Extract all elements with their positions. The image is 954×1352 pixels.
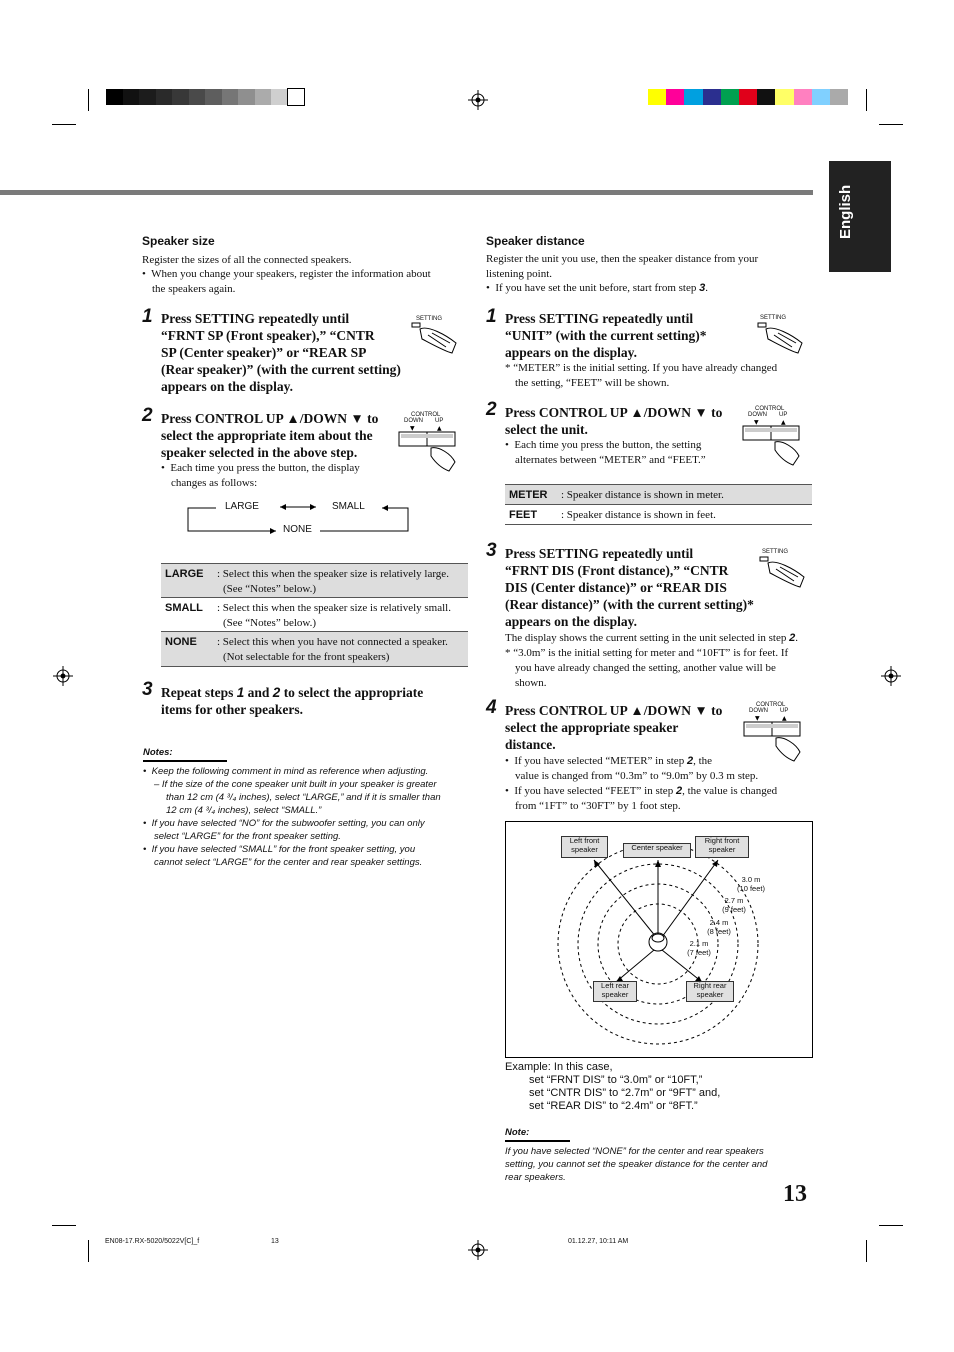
color-swatch — [255, 89, 272, 105]
svg-text:▲: ▲ — [781, 419, 786, 426]
example-text: Example: In this case, set “FRNT DIS” to “3.0m” or “10FT,” set “CNTR DIS” to “2.7m” or “9FT” and, set “REAR DIS” to “2.4m” or “8FT.” — [505, 1061, 721, 1112]
color-swatch — [757, 89, 775, 105]
svg-text:▼: ▼ — [410, 425, 415, 432]
cycle-arrows-icon — [186, 500, 411, 536]
crop-mark — [88, 89, 89, 111]
footer-page: 13 — [271, 1238, 279, 1245]
registration-mark-icon — [468, 1240, 488, 1260]
right-rear-speaker-label: Right rear speaker — [686, 981, 734, 1002]
page-number: 13 — [783, 1181, 807, 1207]
color-swatch — [830, 89, 848, 105]
right-step4-bullets: • If you have selected “METER” in step 2, the value is changed from “0.3m” to “9.0m” by 0.3 m step. • If you have selected “FEET” in step 2, the value is changed from “1FT” to “30FT” by 1 foot step. — [505, 755, 778, 812]
step-number: 2 — [486, 399, 497, 420]
color-swatch — [703, 89, 721, 105]
left-step2-text: Press CONTROL UP ▲/DOWN ▼ to select the appropriate item about the speaker selected in the above step. — [161, 411, 379, 460]
color-swatch — [139, 89, 156, 105]
cycle-small-label: SMALL — [332, 501, 365, 512]
crop-mark — [52, 124, 76, 125]
svg-text:▼: ▼ — [755, 715, 760, 722]
color-swatch — [812, 89, 830, 105]
left-step2-bullet: • Each time you press the button, the display — [161, 462, 360, 474]
step-number: 1 — [142, 306, 153, 327]
left-step3-text: Repeat steps 1 and 2 to select the appropriate items for other speakers. — [161, 685, 424, 717]
color-swatch — [775, 89, 793, 105]
speaker-size-intro: Register the sizes of all the connected speakers. — [142, 254, 352, 266]
crop-mark — [52, 1225, 76, 1226]
language-tab — [829, 161, 891, 272]
speaker-size-bullet-cont: the speakers again. — [152, 283, 236, 295]
speaker-distance-title: Speaker distance — [486, 234, 585, 248]
ring-label: 2.4 m (8 feet) — [707, 918, 731, 936]
right-step3-text: Press SETTING repeatedly until “FRNT DIS (Front distance),” “CNTR DIS (Center distance)” or “REAR DIS (Rear distance)” (with the current setting)* appears on the display. — [505, 546, 754, 629]
color-swatch — [238, 89, 255, 105]
setting-button-icon: SETTING — [752, 313, 808, 357]
right-step1-note: * “METER” is the initial setting. If you have already changed the setting, “FEET” will be shown. — [505, 362, 778, 389]
color-swatch — [172, 89, 189, 105]
color-swatch — [271, 89, 288, 105]
footer-file: EN08-17.RX-5020/5022V[C]_f — [105, 1238, 200, 1245]
note-underline — [505, 1140, 570, 1142]
speaker-distance-intro: Register the unit you use, then the speaker distance from your listening point. — [486, 253, 759, 280]
left-step2-bullet-cont: changes as follows: — [171, 477, 258, 489]
speaker-size-title: Speaker size — [142, 234, 215, 248]
header-rule — [0, 190, 813, 195]
color-swatch — [106, 89, 123, 105]
color-swatch — [739, 89, 757, 105]
setting-button-icon: SETTING — [406, 313, 462, 357]
table-row: FEET : Speaker distance is shown in feet. — [505, 504, 812, 525]
table-row: METER : Speaker distance is shown in meter. — [505, 484, 812, 504]
color-swatch — [288, 89, 305, 105]
language-tab-label: English — [837, 184, 854, 239]
color-swatch — [123, 89, 140, 105]
registration-mark-icon — [53, 666, 73, 686]
center-speaker-label: Center speaker — [623, 843, 691, 858]
color-swatch — [205, 89, 222, 105]
crop-mark — [866, 89, 867, 111]
registration-mark-icon — [881, 666, 901, 686]
crop-mark — [879, 1225, 903, 1226]
step-number: 3 — [486, 540, 497, 561]
color-swatch — [666, 89, 684, 105]
svg-text:▼: ▼ — [754, 419, 759, 426]
right-step3-desc: The display shows the current setting in the unit selected in step 2. * “3.0m” is the initial setting for meter and “10FT” is for feet. If you have already changed the setting, another value will be shown. — [505, 632, 798, 689]
speaker-layout-diagram — [505, 821, 813, 1058]
ring-label: 2.7 m (9 feet) — [722, 896, 746, 914]
notes-list: • Keep the following comment in mind as reference when adjusting. – If the size of the cone speaker unit built in your speaker is greater than 12 cm (4 ³/₄ inches), select “LARGE,” and if it is smaller than 12 cm (4 ³/₄ inches), select “SMALL.” • If you have selected “NO” for the subwoofer setting, you can only select “LARGE” for the front speaker setting. • If you have selected “SMALL” for the front speaker setting, you cannot select “LARGE” for the center and rear speaker settings. — [143, 766, 441, 868]
unit-table — [505, 484, 812, 524]
color-swatch — [721, 89, 739, 105]
right-front-speaker-label: Right front speaker — [695, 836, 749, 858]
cycle-none-label: NONE — [283, 524, 312, 535]
notes-underline — [143, 760, 227, 762]
speaker-size-bullet: • When you change your speakers, register the information about — [142, 268, 431, 280]
setting-button-icon: SETTING — [756, 547, 812, 591]
step-number: 1 — [486, 306, 497, 327]
color-swatch — [794, 89, 812, 105]
crop-mark — [88, 1240, 89, 1262]
notes-title: Notes: — [143, 747, 173, 758]
ring-label: 2.1 m (7 feet) — [687, 939, 711, 957]
control-updown-button-icon: CONTROL DOWN UP ▼ ▲ — [741, 405, 803, 467]
right-step2-bullet-cont: alternates between “METER” and “FEET.” — [515, 454, 706, 466]
footer-date: 01.12.27, 10:11 AM — [568, 1238, 629, 1245]
right-step4-text: Press CONTROL UP ▲/DOWN ▼ to select the appropriate speaker distance. — [505, 703, 723, 752]
note-title: Note: — [505, 1127, 530, 1138]
registration-mark-icon — [468, 90, 488, 110]
left-rear-speaker-label: Left rear speaker — [593, 981, 637, 1002]
left-step1-text: Press SETTING repeatedly until “FRNT SP (Front speaker),” “CNTR SP (Center speaker)” or “REAR SP (Rear speaker)” (with the current setting) appears on the display. — [161, 311, 401, 394]
color-swatch — [684, 89, 702, 105]
svg-text:▲: ▲ — [782, 715, 787, 722]
cycle-large-label: LARGE — [225, 501, 259, 512]
right-step1-text: Press SETTING repeatedly until “UNIT” (with the current setting)* appears on the display. — [505, 311, 707, 360]
color-swatch — [156, 89, 173, 105]
left-front-speaker-label: Left front speaker — [561, 836, 608, 858]
note-text: If you have selected “NONE” for the center and rear speakers setting, you cannot set the speaker distance for the center and rear speakers. — [505, 1146, 768, 1183]
table-row: SMALL : Select this when the speaker size is relatively small. (See “Notes” below.) — [161, 597, 468, 632]
color-swatch — [189, 89, 206, 105]
crop-mark — [866, 1240, 867, 1262]
ring-label: 3.0 m (10 feet) — [737, 875, 765, 893]
step-number: 4 — [486, 697, 497, 718]
color-swatch — [222, 89, 239, 105]
step-number: 2 — [142, 405, 153, 426]
svg-text:▲: ▲ — [437, 425, 442, 432]
step-number: 3 — [142, 679, 153, 700]
control-updown-button-icon: CONTROL DOWN UP ▼ ▲ — [397, 411, 459, 473]
speaker-distance-bullet: • If you have set the unit before, start from step 3. — [486, 282, 708, 294]
color-swatch — [648, 89, 666, 105]
table-row: NONE : Select this when you have not connected a speaker. (Not selectable for the front speakers) — [161, 631, 468, 667]
right-step2-bullet: • Each time you press the button, the setting — [505, 439, 702, 451]
table-row: LARGE : Select this when the speaker size is relatively large. (See “Notes” below.) — [161, 563, 468, 598]
control-updown-button-icon: CONTROL DOWN UP ▼ ▲ — [742, 701, 804, 763]
crop-mark — [879, 124, 903, 125]
speaker-size-table — [161, 563, 468, 669]
right-step2-text: Press CONTROL UP ▲/DOWN ▼ to select the unit. — [505, 405, 723, 437]
